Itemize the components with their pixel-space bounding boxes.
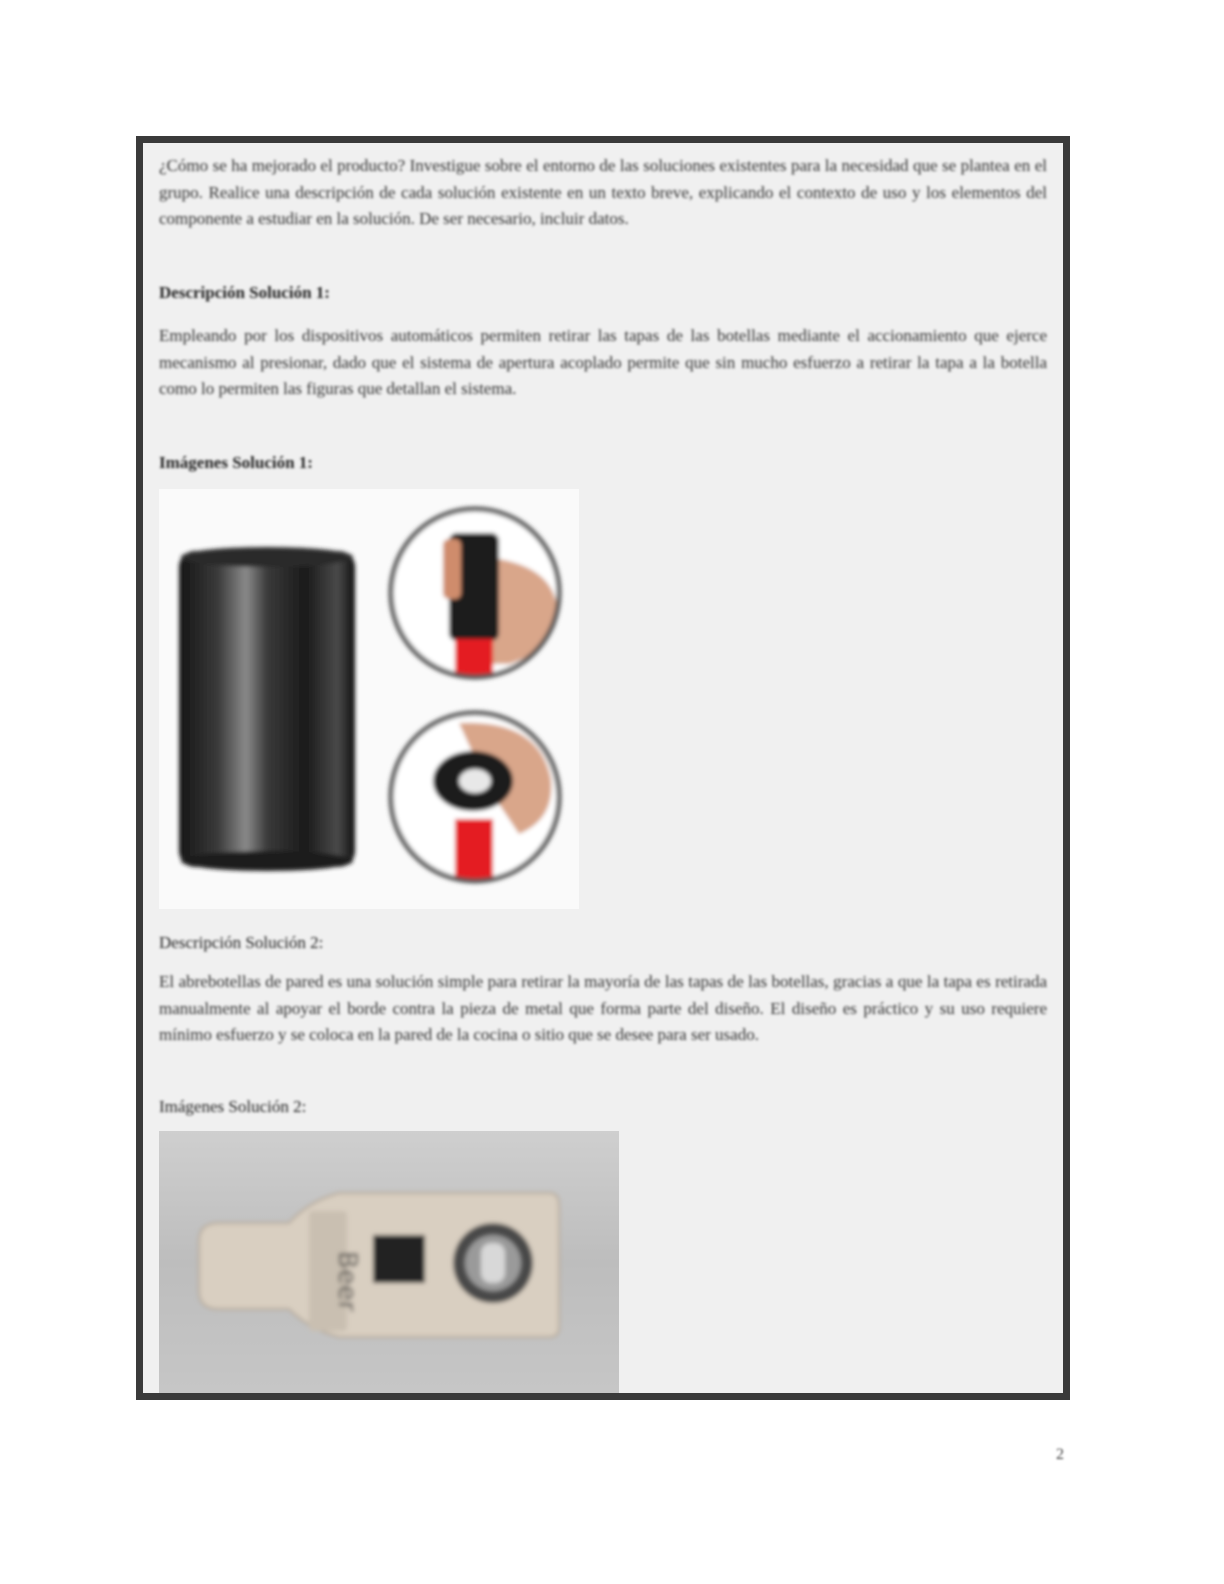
automatic-opener-image: [159, 489, 579, 909]
wall-opener-illustration: [159, 1131, 619, 1393]
image-1-caption-block: [159, 451, 1047, 475]
section-1-paragraph: Empleando por los dispositivos automáticos permiten retirar las tapas de las botellas mediante el accionamiento que ejerce mecanismo al presionar, dado que el sistema de apertura acoplado permite que sin mucho esfuerzo a retirar la tapa a la botella como lo permiten las figuras que detallan el sistema.: [159, 326, 1047, 398]
section-1-heading: Descripción Solución 1:: [159, 283, 330, 302]
image-2-caption: Imágenes Solución 2:: [159, 1097, 307, 1116]
section-1-text-block: [159, 323, 1047, 403]
image-2-caption-block: [159, 1095, 1047, 1119]
image-1-caption: Imágenes Solución 1:: [159, 453, 313, 472]
svg-text:Beer: Beer: [332, 1251, 362, 1312]
opener-square: [373, 1235, 425, 1283]
wall-opener-image: [159, 1131, 619, 1393]
page-number: 2: [1056, 1446, 1064, 1463]
section-2-paragraph: El abrebotellas de pared es una solución simple para retirar la mayoría de las tapas de las botellas, gracias a que la tapa es retirada manualmente al apoyar el borde contra la pieza de metal que forma parte del diseño. El diseño es práctico y su uso requiere mínimo esfuerzo y se coloca en la pared de la cocina o sitio que se desee para ser usado.: [159, 972, 1047, 1044]
section-2-text-block: [159, 969, 1047, 1049]
intro-paragraph: ¿Cómo se ha mejorado el producto? Investigue sobre el entorno de las soluciones existentes para la necesidad que se plantea en el grupo. Realice una descripción de cada solución existente en un texto breve, explicando el contexto de uso y los elementos del componente a estudiar en la solución. De ser necesario, incluir datos.: [159, 156, 1047, 228]
content-area: [159, 153, 1047, 1383]
intro-block: [159, 153, 1047, 233]
opener-cylinder: [179, 551, 355, 867]
automatic-opener-illustration: [159, 489, 579, 909]
section-1-heading-block: [159, 281, 1047, 305]
section-2-heading-block: [159, 931, 1047, 955]
content-frame: [136, 136, 1070, 1400]
section-2-heading: Descripción Solución 2:: [159, 933, 324, 952]
